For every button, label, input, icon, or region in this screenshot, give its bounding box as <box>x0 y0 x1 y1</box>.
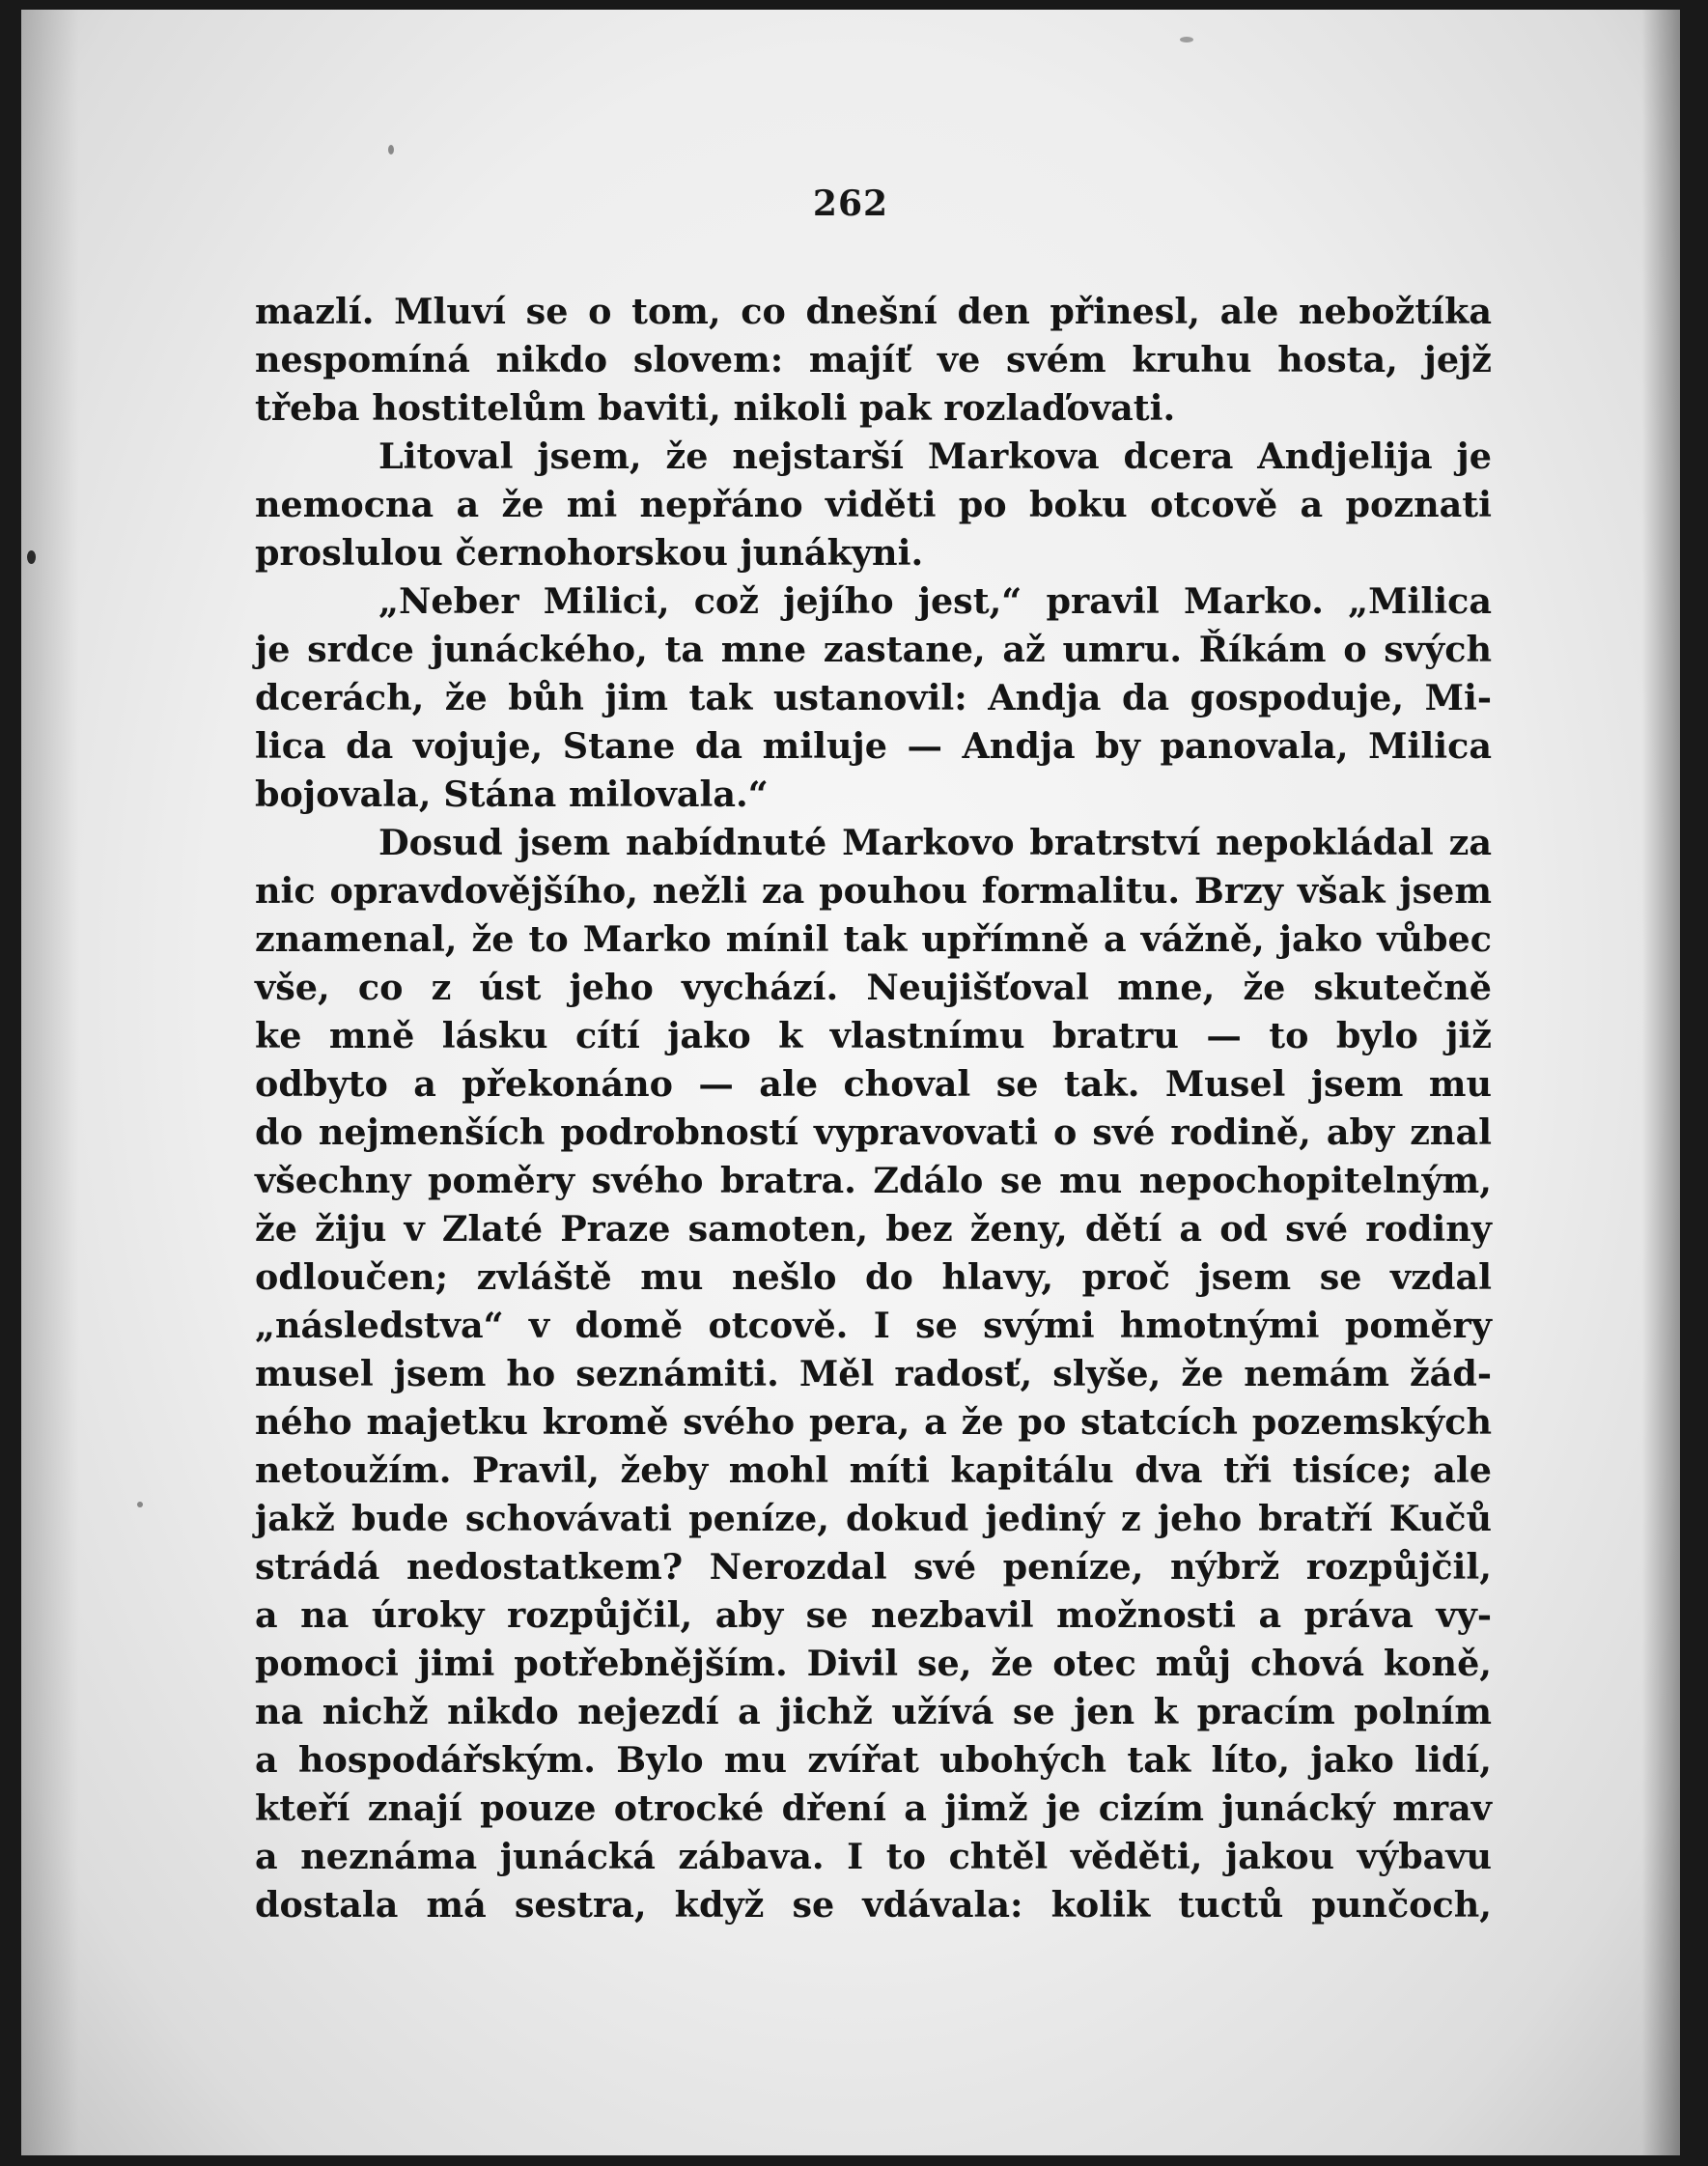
text-line: netoužím. Pravil, žeby mohl míti kapitálu dva tři tisíce; ale <box>255 1449 1492 1491</box>
page-number: 262 <box>812 183 889 224</box>
paper-speck <box>388 145 394 155</box>
text-line: Dosud jsem nabídnuté Markovo bratrství nepokládal za <box>378 822 1492 863</box>
text-line: ke mně lásku cítí jako k vlastnímu bratru — to bylo již <box>255 1015 1492 1056</box>
text-line: proslulou černohorskou junákyni. <box>255 532 924 574</box>
text-line: kteří znají pouze otrocké dření a jimž je cizím junácký mrav <box>255 1787 1492 1829</box>
text-line: znamenal, že to Marko mínil tak upřímně a vážně, jako vůbec <box>255 918 1492 960</box>
text-line: do nejmenších podrobností vypravovati o své rodině, aby znal <box>255 1111 1492 1153</box>
text-line: nemocna a že mi nepřáno viděti po boku otcově a poznati <box>255 484 1492 525</box>
text-line: „následstva“ v domě otcově. I se svými hmotnými poměry <box>255 1305 1492 1346</box>
text-line: a neznáma junácká zábava. I to chtěl věděti, jakou výbavu <box>255 1836 1492 1877</box>
text-line: pomoci jimi potřebnějším. Divil se, že otec můj chová koně, <box>255 1643 1492 1684</box>
text-line: vše, co z úst jeho vychází. Neujišťoval mne, že skutečně <box>255 967 1492 1008</box>
text-line: odbyto a překonáno — ale choval se tak. Musel jsem mu <box>255 1063 1492 1105</box>
text-line: musel jsem ho seznámiti. Měl radosť, slyše, že nemám žád- <box>255 1353 1492 1394</box>
text-line: třeba hostitelům baviti, nikoli pak rozlaďovati. <box>255 387 1176 429</box>
text-line: lica da vojuje, Stane da miluje — Andja by panovala, Milica <box>255 725 1492 767</box>
page-body-text <box>255 288 1492 1929</box>
text-line: je srdce junáckého, ta mne zastane, až umru. Říkám o svých <box>255 629 1492 670</box>
paper-speck <box>137 1502 143 1507</box>
text-line: Litoval jsem, že nejstarší Markova dcera Andjelija je <box>378 436 1492 477</box>
text-line: všechny poměry svého bratra. Zdálo se mu nepochopitelným, <box>255 1160 1492 1201</box>
text-line: dcerách, že bůh jim tak ustanovil: Andja da gospoduje, Mi- <box>255 677 1492 718</box>
text-line: strádá nedostatkem? Nerozdal své peníze, nýbrž rozpůjčil, <box>255 1546 1492 1588</box>
text-line: nic opravdovějšího, nežli za pouhou formalitu. Brzy však jsem <box>255 870 1492 912</box>
paper-speck <box>1180 37 1193 42</box>
text-line: na nichž nikdo nejezdí a jichž užívá se jen k pracím polním <box>255 1691 1492 1732</box>
text-line: mazlí. Mluví se o tom, co dnešní den přinesl, ale nebožtíka <box>255 291 1492 332</box>
text-line: a na úroky rozpůjčil, aby se nezbavil možnosti a práva vy- <box>255 1594 1492 1636</box>
page-gutter-shadow <box>1641 10 1680 2155</box>
text-line: že žiju v Zlaté Praze samoten, bez ženy, dětí a od své rodiny <box>255 1208 1492 1250</box>
text-line: odloučen; zvláště mu nešlo do hlavy, proč jsem se vzdal <box>255 1256 1492 1298</box>
text-line: dostala má sestra, když se vdávala: kolik tuctů punčoch, <box>255 1884 1492 1926</box>
text-line: bojovala, Stána milovala.“ <box>255 774 769 815</box>
text-line: „Neber Milici, což jejího jest,“ pravil Marko. „Milica <box>378 580 1492 622</box>
page-left-shadow <box>21 10 79 2155</box>
text-line: jakž bude schovávati peníze, dokud jediný z jeho bratří Kučů <box>255 1498 1492 1539</box>
text-line: a hospodářským. Bylo mu zvířat ubohých tak líto, jako lidí, <box>255 1739 1492 1781</box>
book-page <box>21 10 1680 2155</box>
text-line: nespomíná nikdo slovem: majíť ve svém kruhu hosta, jejž <box>255 339 1492 380</box>
paper-speck <box>27 550 36 564</box>
text-line: ného majetku kromě svého pera, a že po statcích pozemských <box>255 1401 1492 1443</box>
